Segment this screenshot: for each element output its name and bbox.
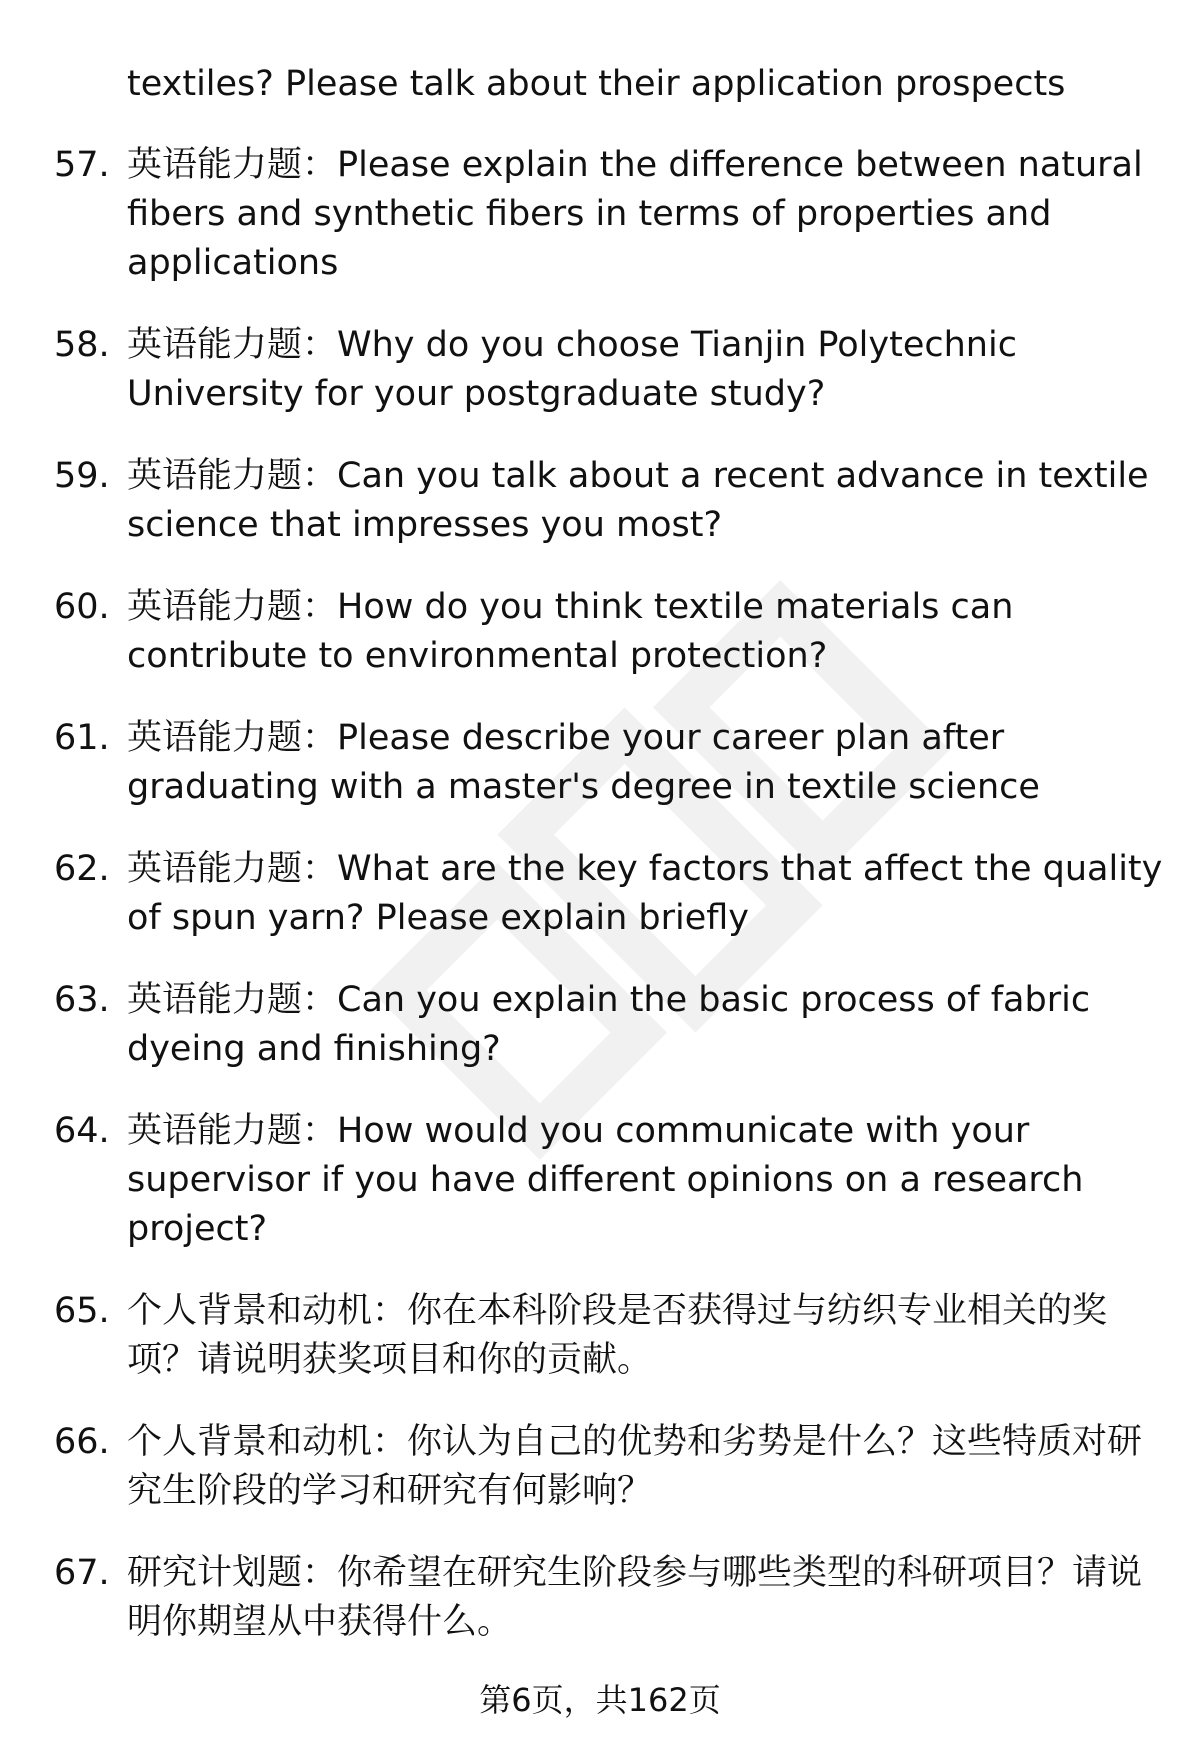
question-item (54, 1549, 1164, 1647)
question-number: 66. (54, 1422, 110, 1462)
question-number: 65. (54, 1291, 110, 1331)
page-footer: 第6页，共162页 (479, 1681, 721, 1719)
question-number: 58. (54, 325, 110, 365)
question-item (54, 1418, 1164, 1516)
question-number: 63. (54, 980, 110, 1020)
question-text (127, 452, 1164, 550)
question-body: 你认为自己的优势和劣势是什么？这些特质对研究生阶段的学习和研究有何影响？ (127, 1422, 1143, 1511)
question-body: Please explain the difference between natural fibers and synthetic fibers in terms of properties and applications (127, 145, 1143, 283)
question-body: Can you explain the basic process of fabric dyeing and finishing? (127, 980, 1091, 1069)
question-item (54, 141, 1164, 288)
question-text (127, 845, 1164, 943)
question-number: 67. (54, 1553, 110, 1593)
question-number: 61. (54, 718, 110, 758)
question-category: 英语能力题： (127, 325, 338, 365)
question-text (127, 583, 1164, 681)
question-category: 英语能力题： (127, 1111, 338, 1151)
question-item (54, 976, 1164, 1074)
question-category: 研究计划题： (127, 1553, 338, 1593)
question-body: What are the key factors that affect the quality of spun yarn? Please explain briefly (127, 849, 1163, 938)
question-item (54, 321, 1164, 419)
question-text (127, 1107, 1164, 1254)
question-number: 64. (54, 1111, 110, 1151)
question-category: 个人背景和动机： (127, 1422, 408, 1462)
question-text (127, 141, 1164, 288)
question-text (127, 1287, 1164, 1385)
question-item (54, 845, 1164, 943)
question-number: 62. (54, 849, 110, 889)
question-item (54, 583, 1164, 681)
question-number: 57. (54, 145, 110, 185)
question-body: Why do you choose Tianjin Polytechnic University for your postgraduate study? (127, 325, 1017, 414)
question-text (127, 321, 1164, 419)
question-item (54, 452, 1164, 550)
question-body: How would you communicate with your supervisor if you have different opinions on a research project? (127, 1111, 1084, 1249)
question-category: 英语能力题： (127, 980, 338, 1020)
question-item (54, 1107, 1164, 1254)
question-body: 你希望在研究生阶段参与哪些类型的科研项目？请说明你期望从中获得什么。 (127, 1553, 1143, 1642)
question-number: 60. (54, 587, 110, 627)
question-text (127, 976, 1164, 1074)
question-item (54, 1287, 1164, 1385)
question-category: 英语能力题： (127, 718, 338, 758)
question-text (127, 1418, 1164, 1516)
question-number: 59. (54, 456, 110, 496)
document-body (54, 60, 1164, 1680)
question-body: How do you think textile materials can contribute to environmental protection? (127, 587, 1014, 676)
question-category: 英语能力题： (127, 145, 338, 185)
question-body: Can you talk about a recent advance in textile science that impresses you most? (127, 456, 1149, 545)
question-item (54, 714, 1164, 812)
question-category: 英语能力题： (127, 849, 338, 889)
continued-question-text: textiles? Please talk about their application prospects (127, 64, 1066, 104)
question-body: 你在本科阶段是否获得过与纺织专业相关的奖项？请说明获奖项目和你的贡献。 (127, 1291, 1108, 1380)
question-category: 个人背景和动机： (127, 1291, 408, 1331)
question-category: 英语能力题： (127, 587, 338, 627)
question-list (54, 141, 1164, 1647)
question-text (127, 714, 1164, 812)
question-text (127, 1549, 1164, 1647)
question-category: 英语能力题： (127, 456, 338, 496)
question-body: Please describe your career plan after graduating with a master's degree in textile science (127, 718, 1040, 807)
